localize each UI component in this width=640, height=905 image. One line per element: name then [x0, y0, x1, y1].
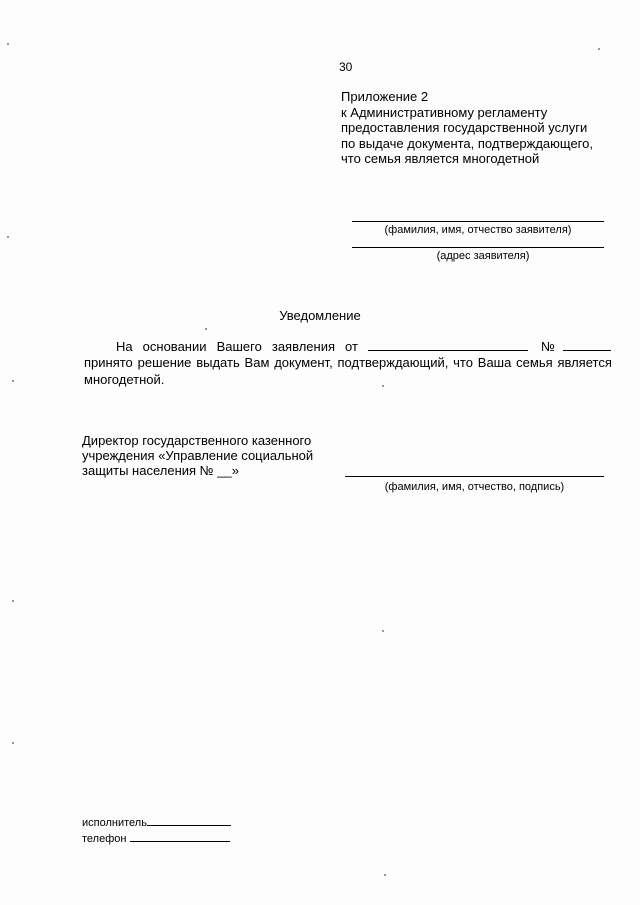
director-block	[82, 433, 313, 478]
scan-speck	[12, 600, 14, 602]
appendix-line: Приложение 2	[341, 89, 429, 104]
scan-speck	[7, 43, 9, 45]
scan-speck	[205, 328, 207, 330]
scan-speck	[598, 48, 600, 50]
scan-speck	[12, 742, 14, 744]
notice-word: выдать	[196, 355, 240, 370]
notice-word: документ,	[274, 355, 333, 370]
scan-speck	[12, 380, 14, 382]
scan-speck	[382, 385, 384, 387]
notice-word: Вашего	[216, 339, 262, 354]
notice-word: Ваша	[477, 355, 512, 370]
applicant-name-line	[352, 221, 604, 222]
notice-word: от	[345, 339, 358, 354]
signature-line	[345, 476, 604, 477]
director-line: учреждения «Управление социальной	[82, 448, 314, 463]
executor-blank	[147, 814, 231, 826]
application-date-blank	[368, 338, 528, 351]
page-number: 30	[339, 60, 353, 74]
notice-line-2	[84, 355, 612, 370]
executor-row	[82, 814, 231, 829]
notice-word: основании	[142, 339, 207, 354]
appendix-line: предоставления государственной услуги	[341, 120, 588, 135]
appendix-line: что семья является многодетной	[341, 151, 540, 166]
scan-speck	[384, 874, 386, 876]
notice-word: заявления	[271, 339, 335, 354]
phone-blank	[130, 830, 230, 842]
director-line: Директор государственного казенного	[82, 433, 312, 448]
notice-line-3: многодетной.	[84, 372, 165, 387]
scan-speck	[382, 630, 384, 632]
phone-label: телефон	[82, 833, 127, 845]
notice-word: семья	[516, 355, 553, 370]
number-sign: №	[541, 339, 555, 354]
appendix-line: к Административному регламенту	[341, 104, 548, 120]
notice-word: решение	[137, 355, 192, 370]
notice-word: что	[453, 355, 473, 370]
director-line: защиты населения № __»	[82, 463, 239, 478]
signature-caption: (фамилия, имя, отчество, подпись)	[384, 481, 565, 493]
appendix-line: по выдаче документа, подтверждающего,	[341, 135, 593, 151]
notice-line-1	[116, 338, 612, 354]
executor-label: исполнитель	[82, 817, 147, 829]
applicant-address-caption: (адрес заявителя)	[436, 250, 530, 262]
applicant-name-caption: (фамилия, имя, отчество заявителя)	[384, 224, 572, 236]
notice-word: является	[557, 355, 612, 370]
notice-word: Вам	[244, 355, 270, 370]
appendix-header	[341, 89, 593, 167]
notice-word: принято	[84, 355, 133, 370]
application-number-blank	[563, 338, 611, 351]
phone-row	[82, 830, 230, 845]
scan-speck	[7, 236, 9, 238]
notice-word: подтверждающий,	[337, 355, 449, 370]
notice-word: На	[116, 339, 133, 354]
applicant-address-line	[352, 247, 604, 248]
notice-title: Уведомление	[279, 308, 361, 323]
